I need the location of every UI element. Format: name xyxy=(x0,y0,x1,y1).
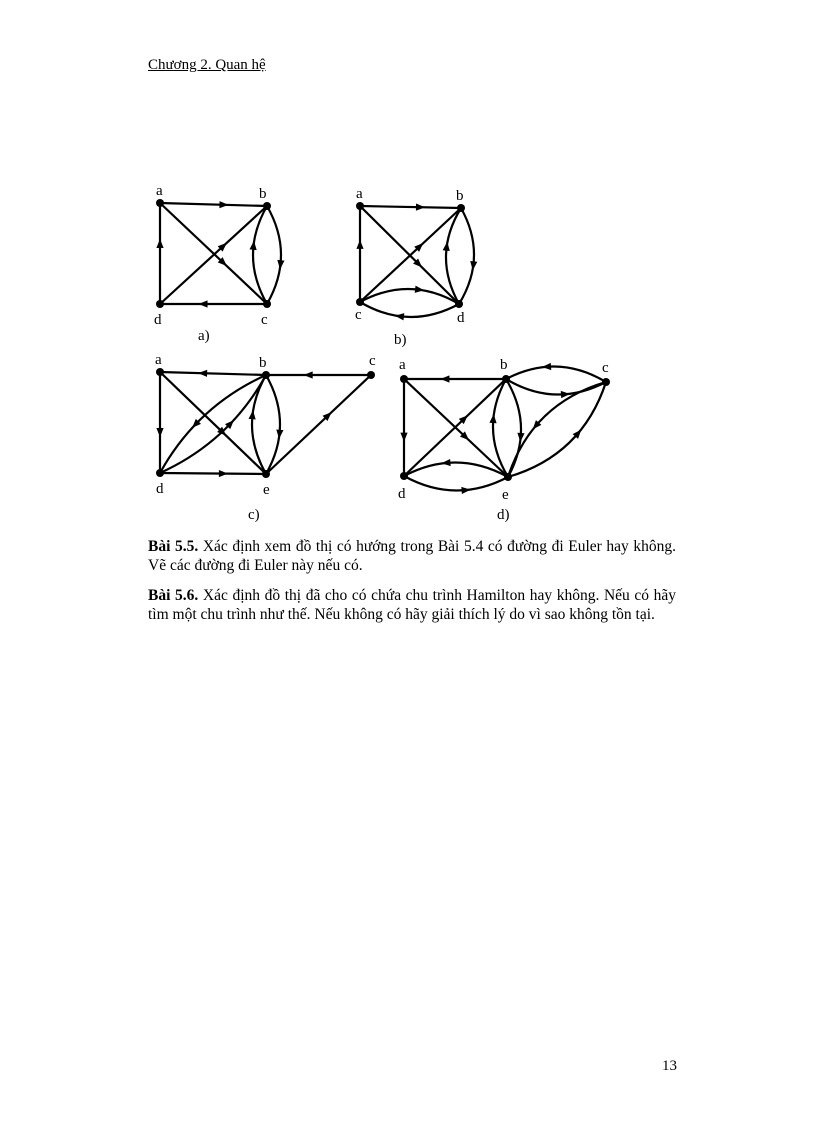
arrowhead-c-b xyxy=(542,363,551,370)
node-e xyxy=(262,470,270,478)
node-d xyxy=(156,469,164,477)
node-label-c: c xyxy=(602,360,609,376)
arrowhead-e-b xyxy=(489,414,496,423)
node-label-e: e xyxy=(502,487,509,503)
node-c xyxy=(367,371,375,379)
node-label-a: a xyxy=(356,186,363,202)
arrowhead-a-b xyxy=(219,201,228,208)
edge-c-b xyxy=(253,206,267,304)
edge-d-b xyxy=(446,208,461,304)
edge-c-d xyxy=(360,289,459,304)
arrowhead-a-d xyxy=(400,433,407,442)
graph-a xyxy=(154,183,284,344)
edge-d-c xyxy=(360,302,459,317)
edge-a-b xyxy=(160,203,267,206)
arrowhead-b-e xyxy=(517,433,524,442)
node-label-c: c xyxy=(369,353,376,369)
graph-label: d) xyxy=(497,507,510,523)
edge-e-c xyxy=(508,382,606,477)
graph-d xyxy=(398,357,610,523)
edge-c-b xyxy=(506,366,606,382)
arrowhead-c-d xyxy=(198,300,207,307)
edge-e-c xyxy=(266,375,371,474)
node-label-c: c xyxy=(261,312,268,328)
graph-figure-svg xyxy=(140,178,620,528)
graph-figure xyxy=(140,178,620,528)
node-d xyxy=(156,300,164,308)
arrowhead-a-d xyxy=(156,428,163,437)
node-a xyxy=(156,199,164,207)
graph-c xyxy=(155,352,376,523)
node-d xyxy=(400,472,408,480)
node-e xyxy=(504,473,512,481)
edge-d-e xyxy=(404,476,508,491)
exercise-text: Xác định đồ thị đã cho có chứa chu trình Hamilton hay không. Nếu có hãy tìm một chu trình như thế. Nếu không có hãy giải thích lý do vì sao không tồn tại. xyxy=(148,587,676,623)
arrowhead-d-a xyxy=(156,239,163,248)
arrowhead-b-a xyxy=(198,370,207,377)
edge-e-b xyxy=(493,379,508,477)
exercise-5-6 xyxy=(148,586,676,624)
node-label-e: e xyxy=(263,482,270,498)
exercise-number: Bài 5.6. xyxy=(148,587,199,604)
node-b xyxy=(457,204,465,212)
edge-a-e xyxy=(160,372,266,474)
edge-d-e xyxy=(160,473,266,474)
node-label-b: b xyxy=(456,188,464,204)
node-label-d: d xyxy=(457,310,465,326)
node-label-c: c xyxy=(355,307,362,323)
edge-e-b xyxy=(252,375,266,474)
node-a xyxy=(156,368,164,376)
node-label-d: d xyxy=(398,486,406,502)
node-label-b: b xyxy=(500,357,508,373)
node-c xyxy=(263,300,271,308)
edge-b-d xyxy=(459,208,474,304)
arrowhead-b-a xyxy=(440,375,449,382)
edge-b-a xyxy=(160,372,266,375)
graph-b xyxy=(355,186,477,348)
arrowhead-c-a xyxy=(356,240,363,249)
node-b xyxy=(502,375,510,383)
arrowhead-c-b xyxy=(304,371,313,378)
edge-e-d xyxy=(404,462,508,477)
node-label-d: d xyxy=(154,312,162,328)
node-label-b: b xyxy=(259,186,267,202)
node-label-a: a xyxy=(399,357,406,373)
chapter-header: Chương 2. Quan hệ xyxy=(148,57,266,73)
node-label-a: a xyxy=(155,352,162,368)
node-c xyxy=(602,378,610,386)
graph-label: a) xyxy=(198,328,210,344)
exercise-5-5 xyxy=(148,537,676,575)
edge-b-c xyxy=(267,206,281,304)
node-c xyxy=(356,298,364,306)
node-label-b: b xyxy=(259,355,267,371)
page-number: 13 xyxy=(662,1058,677,1074)
node-label-d: d xyxy=(156,481,164,497)
edge-b-e xyxy=(266,375,280,474)
node-d xyxy=(455,300,463,308)
node-label-a: a xyxy=(156,183,163,199)
node-a xyxy=(356,202,364,210)
arrowhead-d-e xyxy=(219,470,228,477)
arrowhead-a-b xyxy=(416,204,425,211)
graph-label: c) xyxy=(248,507,260,523)
exercise-number: Bài 5.5. xyxy=(148,538,199,555)
node-b xyxy=(262,371,270,379)
exercise-text: Xác định xem đồ thị có hướng trong Bài 5.4 có đường đi Euler hay không. Vẽ các đường đi Euler này nếu có. xyxy=(148,538,676,574)
node-a xyxy=(400,375,408,383)
edge-a-b xyxy=(360,206,461,208)
graph-label: b) xyxy=(394,332,407,348)
node-b xyxy=(263,202,271,210)
edge-c-e xyxy=(508,382,606,477)
